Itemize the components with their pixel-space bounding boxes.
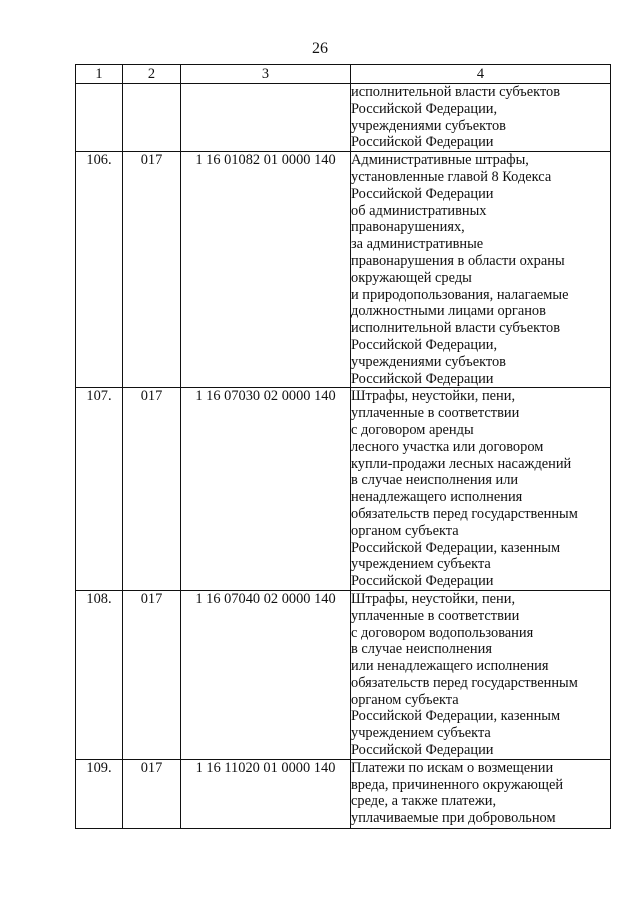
- description-line: об административных: [351, 202, 487, 219]
- description-line: учреждением субъекта: [351, 556, 491, 573]
- description-line: органом субъекта: [351, 691, 459, 708]
- table-row-107: [76, 388, 611, 591]
- description-line: в случае неисполнения: [351, 641, 492, 658]
- description-cell: [351, 84, 611, 152]
- description-line: учреждениями субъектов: [351, 353, 506, 370]
- admin-code-cell: 017: [123, 152, 181, 388]
- description-line: Российской Федерации,: [351, 336, 498, 353]
- table-row-continued: [76, 84, 611, 152]
- description-line: Штрафы, неустойки, пени,: [351, 388, 516, 405]
- description-line: Административные штрафы,: [351, 152, 529, 169]
- description-line: уплаченные в соответствии: [351, 405, 520, 422]
- description-line: окружающей среды: [351, 269, 472, 286]
- column-header-1: 1: [76, 65, 123, 84]
- admin-code-cell: [123, 84, 181, 152]
- budget-code-cell: 1 16 01082 01 0000 140: [181, 152, 351, 388]
- admin-code-cell: 017: [123, 759, 181, 828]
- description-line: или ненадлежащего исполнения: [351, 658, 549, 675]
- column-header-2: 2: [123, 65, 181, 84]
- budget-code-cell: 1 16 11020 01 0000 140: [181, 759, 351, 828]
- table-header-row: [76, 65, 611, 84]
- description-line: вреда, причиненного окружающей: [351, 776, 564, 793]
- description-line: установленные главой 8 Кодекса: [351, 168, 552, 185]
- description-line: с договором аренды: [351, 421, 474, 438]
- description-line: обязательств перед государственным: [351, 505, 578, 522]
- row-number-cell: 107.: [76, 388, 123, 591]
- budget-code-cell: 1 16 07030 02 0000 140: [181, 388, 351, 591]
- description-line: и природопользования, налагаемые: [351, 286, 569, 303]
- description-line: исполнительной власти субъектов: [351, 84, 561, 100]
- description-cell: [351, 152, 611, 388]
- row-number-cell: 108.: [76, 590, 123, 759]
- description-line: Платежи по искам о возмещении: [351, 759, 554, 776]
- description-line: Российской Федерации, казенным: [351, 708, 561, 725]
- description-cell: [351, 590, 611, 759]
- description-line: уплачиваемые при добровольном: [351, 810, 556, 827]
- description-line: в случае неисполнения или: [351, 472, 519, 489]
- description-line: Российской Федерации: [351, 742, 494, 759]
- admin-code-cell: 017: [123, 388, 181, 591]
- admin-code-cell: 017: [123, 590, 181, 759]
- column-header-3: 3: [181, 65, 351, 84]
- description-line: учреждением субъекта: [351, 725, 491, 742]
- description-line: купли-продажи лесных насаждений: [351, 455, 572, 472]
- description-line: Российской Федерации: [351, 370, 494, 387]
- description-line: Российской Федерации,: [351, 100, 498, 117]
- description-line: органом субъекта: [351, 522, 459, 539]
- row-number-cell: 109.: [76, 759, 123, 828]
- description-line: лесного участка или договором: [351, 438, 544, 455]
- page-number: 26: [312, 40, 328, 57]
- table-row-109: [76, 759, 611, 828]
- description-line: правонарушения в области охраны: [351, 252, 565, 269]
- description-line: Российской Федерации: [351, 134, 494, 151]
- description-line: обязательств перед государственным: [351, 674, 578, 691]
- budget-code-cell: 1 16 07040 02 0000 140: [181, 590, 351, 759]
- row-number-cell: 106.: [76, 152, 123, 388]
- description-line: уплаченные в соответствии: [351, 607, 520, 624]
- description-line: учреждениями субъектов: [351, 117, 506, 134]
- description-line: за административные: [351, 236, 484, 253]
- table-row-108: [76, 590, 611, 759]
- description-line: ненадлежащего исполнения: [351, 489, 523, 506]
- description-line: с договором водопользования: [351, 624, 534, 641]
- description-cell: [351, 759, 611, 828]
- description-line: правонарушениях,: [351, 219, 465, 236]
- description-line: Российской Федерации: [351, 185, 494, 202]
- description-cell: [351, 388, 611, 591]
- description-line: исполнительной власти субъектов: [351, 320, 561, 337]
- row-number-cell: [76, 84, 123, 152]
- description-line: должностными лицами органов: [351, 303, 546, 320]
- description-line: Российской Федерации: [351, 573, 494, 590]
- budget-codes-table: [75, 64, 611, 829]
- budget-code-cell: [181, 84, 351, 152]
- description-line: Штрафы, неустойки, пени,: [351, 590, 516, 607]
- column-header-4: 4: [351, 65, 611, 84]
- description-line: Российской Федерации, казенным: [351, 539, 561, 556]
- description-line: среде, а также платежи,: [351, 793, 497, 810]
- table-row-106: [76, 152, 611, 388]
